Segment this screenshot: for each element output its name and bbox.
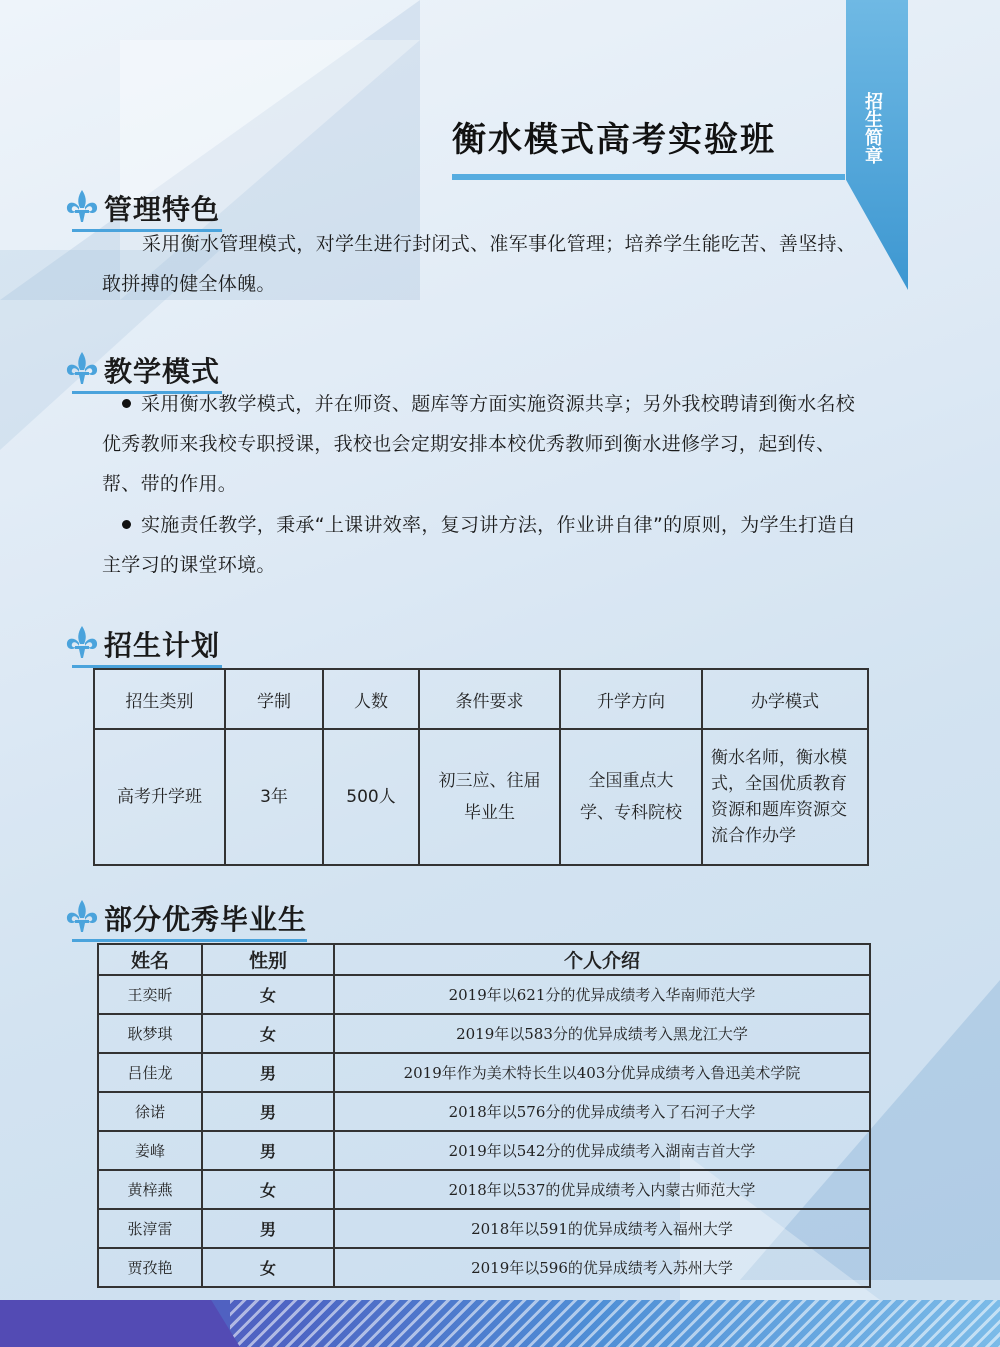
table-header-row [94,669,868,729]
table-cell: 高考升学班 [94,729,225,865]
section-title: 管理特色 [104,193,221,226]
student-gender: 女 [202,1248,334,1287]
student-name: 姜峰 [98,1131,202,1170]
student-name: 黄梓燕 [98,1170,202,1209]
student-gender: 男 [202,1092,334,1131]
table-row [98,1092,870,1131]
student-name: 贾孜艳 [98,1248,202,1287]
table-row [98,1209,870,1248]
student-gender: 女 [202,1170,334,1209]
fleur-de-lis-icon [62,896,102,936]
section-heading-graduates [62,894,322,938]
student-name: 徐诺 [98,1092,202,1131]
table-header-cell: 办学模式 [702,669,868,729]
table-cell: 初三应、往届毕业生 [419,729,560,865]
bullet-icon [122,520,131,529]
table-header-cell: 姓名 [98,944,202,975]
section-title: 教学模式 [104,355,221,388]
bullet-icon [122,399,131,408]
student-intro: 2019年以542分的优异成绩考入湖南吉首大学 [334,1131,870,1170]
student-gender: 女 [202,1014,334,1053]
graduates-table [97,943,871,1288]
student-intro: 2019年以583分的优异成绩考入黑龙江大学 [334,1014,870,1053]
table-row [98,1170,870,1209]
table-cell: 衡水名师，衡水模式，全国优质教育资源和题库资源交流合作办学 [702,729,868,865]
student-intro: 2018年以591的优异成绩考入福州大学 [334,1209,870,1248]
bullet-text: 实施责任教学，秉承“上课讲效率，复习讲方法，作业讲自律”的原则，为学生打造自主学习的课堂环境。 [102,514,857,576]
student-gender: 女 [202,975,334,1014]
table-cell: 500人 [323,729,419,865]
enrollment-plan-table [93,668,869,866]
table-row [98,1053,870,1092]
side-tab-label: 招生简章 [862,92,883,164]
table-cell: 全国重点大学、专科院校 [560,729,702,865]
section-title: 部分优秀毕业生 [104,903,308,936]
bullet-text: 采用衡水教学模式，并在师资、题库等方面实施资源共享；另外我校聘请到衡水名校优秀教师来我校专职授课，我校也会定期安排本校优秀教师到衡水进修学习，起到传、帮、带的作用。 [102,393,856,495]
student-name: 耿梦琪 [98,1014,202,1053]
table-header-cell: 学制 [225,669,323,729]
table-row [98,975,870,1014]
student-gender: 男 [202,1053,334,1092]
table-header-cell: 人数 [323,669,419,729]
section-heading-management [62,184,262,228]
table-row [98,1014,870,1053]
management-paragraph: 采用衡水管理模式，对学生进行封闭式、准军事化管理；培养学生能吃苦、善坚持、敢拼搏的健全体魄。 [102,233,857,295]
student-intro: 2019年以596的优异成绩考入苏州大学 [334,1248,870,1287]
footer-corner [0,1300,240,1347]
fleur-de-lis-icon [62,348,102,388]
fleur-de-lis-icon [62,622,102,662]
section-title: 招生计划 [104,629,221,662]
page-title: 衡水模式高考实验班 [452,120,776,160]
title-underline [452,174,845,180]
table-row [98,1248,870,1287]
student-intro: 2018年以537的优异成绩考入内蒙古师范大学 [334,1170,870,1209]
student-gender: 男 [202,1209,334,1248]
student-name: 王奕昕 [98,975,202,1014]
teaching-bullet-1 [102,384,872,504]
student-name: 吕佳龙 [98,1053,202,1092]
table-row [98,1131,870,1170]
table-cell: 3年 [225,729,323,865]
student-intro: 2018年以576分的优异成绩考入了石河子大学 [334,1092,870,1131]
table-row [94,729,868,865]
section-heading-plan [62,620,262,664]
student-name: 张淳雷 [98,1209,202,1248]
student-intro: 2019年作为美术特长生以403分优异成绩考入鲁迅美术学院 [334,1053,870,1092]
section-underline [72,939,307,942]
student-gender: 男 [202,1131,334,1170]
table-header-cell: 个人介绍 [334,944,870,975]
teaching-bullet-2 [102,505,872,585]
table-header-cell: 条件要求 [419,669,560,729]
fleur-de-lis-icon [62,186,102,226]
table-header-cell: 升学方向 [560,669,702,729]
table-header-cell: 性别 [202,944,334,975]
table-header-cell: 招生类别 [94,669,225,729]
table-header-row [98,944,870,975]
student-intro: 2019年以621分的优异成绩考入华南师范大学 [334,975,870,1014]
footer-stripes [230,1300,1000,1347]
